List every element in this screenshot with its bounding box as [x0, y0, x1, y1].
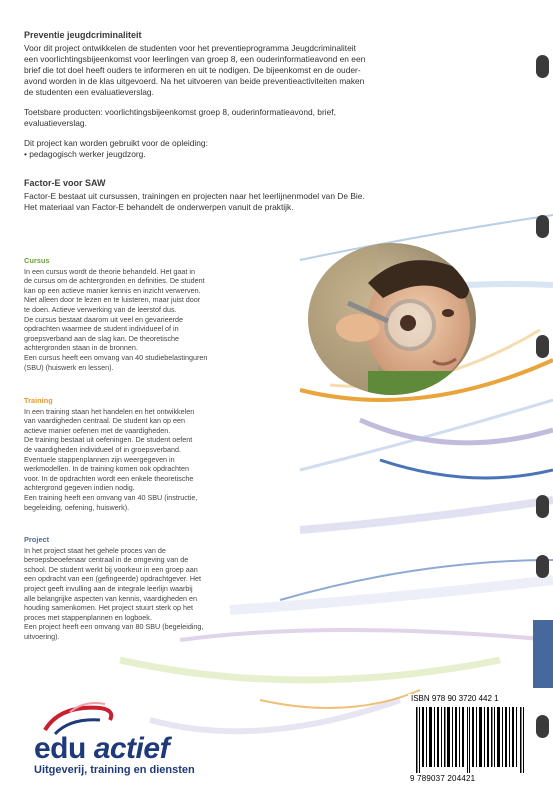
factor-e-title: Factor-E voor SAW	[24, 178, 106, 188]
project-line: In het project staat het gehele proces van de	[24, 545, 166, 555]
training-line: de vaardigheden individueel of in groepsverband.	[24, 444, 182, 454]
training-line: Een training heeft een omvang van 40 SBU (instructie,	[24, 492, 198, 502]
opleiding-item: pedagogisch werker jeugdzorg.	[29, 149, 146, 159]
intro-line: brief die tot doel heeft ouders te informeren en uit te nodigen. De bijeenkomst en de ouder-	[24, 65, 361, 75]
factor-e-line: Het materiaal van Factor-E behandelt de onderwerpen vanuit de praktijk.	[24, 202, 294, 212]
training-line: begeleiding, oefening, huiswerk).	[24, 502, 130, 512]
logo-word-actief: actief	[93, 732, 170, 765]
intro-line: de studenten een evaluatieverslag.	[24, 87, 154, 97]
child-magnifier-photo	[308, 243, 476, 395]
eduactief-logo	[34, 700, 234, 780]
training-line: werkmodellen. In de training komen ook opdrachten	[24, 464, 190, 474]
project-line: uitvoering).	[24, 631, 60, 641]
training-title: Training	[24, 396, 53, 405]
side-tab	[533, 620, 553, 688]
project-line: proces met stappenplannen en logboek.	[24, 612, 152, 622]
training-line: Eventuele stappenplannen zijn weergegeven in	[24, 454, 175, 464]
producten-line: evaluatieverslag.	[24, 118, 87, 128]
producten-paragraph	[24, 107, 524, 129]
opleiding-list: • pedagogisch werker jeugdzorg.	[24, 149, 146, 159]
cursus-line: kan op een actieve manier kennis en inzicht verwerven.	[24, 285, 201, 295]
cursus-line: de cursus om de achtergronden en definities. De student	[24, 276, 205, 286]
training-section	[24, 396, 309, 512]
project-section	[24, 535, 309, 642]
training-line: In een training staan het handelen en het ontwikkelen	[24, 406, 195, 416]
training-line: voor. In de opdrachten wordt een enkele theoretische	[24, 473, 194, 483]
project-line: school. De student werkt bij voorkeur in een groep aan	[24, 564, 198, 574]
cursus-title: Cursus	[24, 256, 50, 265]
logo-word-edu: edu	[34, 732, 86, 765]
project-line: Een project heeft een omvang van 80 SBU (begeleiding,	[24, 622, 204, 632]
cursus-line: groepsverband aan de slag kan. De theoretische	[24, 333, 180, 343]
intro-line: Voor dit project ontwikkelen de studenten voor het preventieprogramma Jeugdcriminaliteit	[24, 43, 356, 53]
cursus-line: De cursus bestaat daarom uit veel en gevarieerde	[24, 314, 184, 324]
factor-e-section	[24, 178, 534, 213]
cursus-line: achtergronden staan in de bronnen.	[24, 343, 138, 353]
producten-line: Toetsbare producten: voorlichtingsbijeenkomst groep 8, ouderinformatieavond, brief,	[24, 107, 336, 117]
project-line: alle belangrijke aspecten van kennis, vaardigheden en	[24, 593, 198, 603]
project-line: project geeft invulling aan de integrale leerlijn waarbij	[24, 583, 193, 593]
cursus-line: opdrachten waarmee de student individueel of in	[24, 324, 179, 334]
cursus-line: In een cursus wordt de theorie behandeld. Het gaat in	[24, 266, 196, 276]
barcode-digits: 9 789037 204421	[410, 774, 476, 783]
training-line: achtergrond gegeven indien nodig.	[24, 483, 135, 493]
isbn-label: ISBN 978 90 3720 442 1	[411, 694, 499, 703]
logo-wordmark	[34, 732, 169, 766]
intro-line: een voorlichtingsbijeenkomst voor leerlingen van groep 8, een ouderinformatieavond en een	[24, 54, 366, 64]
isbn-barcode-block	[408, 694, 528, 790]
project-title: Project	[24, 535, 50, 544]
training-line: van vaardigheden centraal. De student kan op een	[24, 416, 186, 426]
training-line: De training bestaat uit oefeningen. De student oefent	[24, 435, 193, 445]
barcode-icon	[416, 707, 526, 773]
cursus-line: Een cursus heeft een omvang van 40 studiebelastinguren	[24, 352, 208, 362]
training-line: actieve manier oefenen met de vaardigheden.	[24, 425, 171, 435]
intro-section	[24, 30, 524, 160]
project-line: een opdracht van een (gefingeerde) opdrachtgever. Het	[24, 574, 202, 584]
intro-paragraph	[24, 43, 524, 98]
project-line: houding samenkomen. Het project stuurt sterk op het	[24, 603, 193, 613]
logo-tagline: Uitgeverij, training en diensten	[34, 764, 195, 776]
cursus-section	[24, 256, 309, 372]
intro-line: avond worden in de klas uitgevoerd. Na het uitvoeren van beide preventieactiviteiten maken	[24, 76, 365, 86]
cursus-line: te doen. Actieve verwerking van de leerstof dus.	[24, 304, 177, 314]
cursus-line: Niet alleen door te lezen en te luisteren, maar juist door	[24, 295, 201, 305]
project-line: beroepsbeoefenaar centraal in de omgeving van de	[24, 555, 189, 565]
opleiding-line: Dit project kan worden gebruikt voor de opleiding:	[24, 138, 208, 148]
factor-e-line: Factor-E bestaat uit cursussen, trainingen en projecten naar het leerlijnenmodel van De Bie.	[24, 191, 365, 201]
intro-title: Preventie jeugdcriminaliteit	[24, 30, 142, 40]
cursus-line: (SBU) (huiswerk en lessen).	[24, 362, 114, 372]
